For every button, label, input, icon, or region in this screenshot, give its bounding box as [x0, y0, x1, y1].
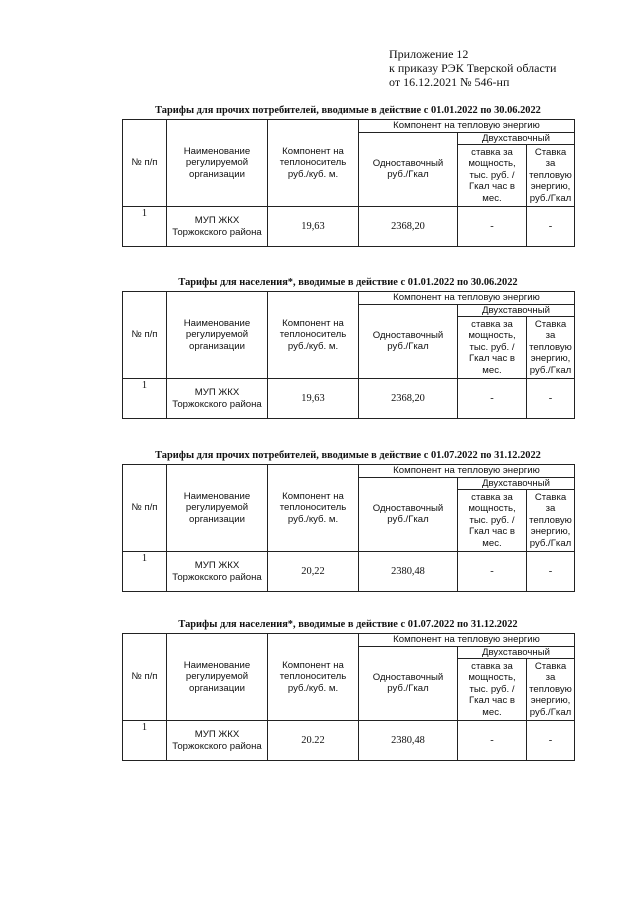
order-reference: к приказу РЭК Тверской области	[389, 61, 557, 75]
col-header-num: № п/п	[123, 120, 167, 207]
col-header-carrier: Компонент на теплоноситель руб./куб. м.	[268, 120, 359, 207]
row-power-rate-value: -	[458, 552, 527, 592]
col-header-one-rate: Одноставочный руб./Гкал	[359, 304, 458, 379]
tariff-section-3	[122, 449, 574, 592]
row-one-rate-value: 2368,20	[359, 207, 458, 247]
row-energy-rate-value: -	[527, 721, 575, 761]
appendix-label: Приложение 12	[389, 47, 469, 61]
col-header-thermal-group: Компонент на тепловую энергию	[359, 634, 575, 647]
row-power-rate-value: -	[458, 379, 527, 419]
col-header-num: № п/п	[123, 292, 167, 379]
col-header-thermal-group: Компонент на тепловую энергию	[359, 292, 575, 305]
tariff-table-4	[122, 633, 575, 761]
col-header-num: № п/п	[123, 634, 167, 721]
col-header-one-rate: Одноставочный руб./Гкал	[359, 646, 458, 721]
row-num: 1	[123, 552, 167, 592]
tariff-table-3	[122, 464, 575, 592]
col-header-power-rate: ставка за мощность, тыс. руб. /Гкал час в мес.	[458, 317, 527, 379]
row-num: 1	[123, 721, 167, 761]
col-header-num: № п/п	[123, 465, 167, 552]
table-row	[123, 379, 575, 419]
table-row	[123, 552, 575, 592]
col-header-org: Наименование регулируемой организации	[167, 120, 268, 207]
row-energy-rate-value: -	[527, 379, 575, 419]
col-header-one-rate: Одноставочный руб./Гкал	[359, 477, 458, 552]
tariff-table-2	[122, 291, 575, 419]
row-one-rate-value: 2380,48	[359, 552, 458, 592]
col-header-carrier: Компонент на теплоноситель руб./куб. м.	[268, 292, 359, 379]
col-header-org: Наименование регулируемой организации	[167, 292, 268, 379]
tariff-title-2: Тарифы для населения*, вводимые в действие с 01.01.2022 по 30.06.2022	[178, 277, 518, 288]
col-header-power-rate: ставка за мощность, тыс. руб. /Гкал час в мес.	[458, 145, 527, 207]
col-header-two-rate-group: Двухставочный	[458, 132, 575, 145]
row-one-rate-value: 2380,48	[359, 721, 458, 761]
col-header-two-rate-group: Двухставочный	[458, 477, 575, 490]
col-header-energy-rate: Ставка за тепловую энергию, руб./Гкал	[527, 317, 575, 379]
row-org-name: МУП ЖКХ Торжокского района	[167, 207, 268, 247]
tariff-title-3: Тарифы для прочих потребителей, вводимые в действие с 01.07.2022 по 31.12.2022	[155, 450, 541, 461]
row-power-rate-value: -	[458, 207, 527, 247]
row-energy-rate-value: -	[527, 207, 575, 247]
tariff-table-1	[122, 119, 575, 247]
table-row	[123, 721, 575, 761]
col-header-energy-rate: Ставка за тепловую энергию, руб./Гкал	[527, 659, 575, 721]
tariff-section-4	[122, 618, 574, 761]
row-carrier-value: 20,22	[268, 552, 359, 592]
row-org-name: МУП ЖКХ Торжокского района	[167, 552, 268, 592]
row-org-name: МУП ЖКХ Торжокского района	[167, 379, 268, 419]
row-carrier-value: 19,63	[268, 379, 359, 419]
col-header-thermal-group: Компонент на тепловую энергию	[359, 120, 575, 133]
col-header-org: Наименование регулируемой организации	[167, 465, 268, 552]
col-header-two-rate-group: Двухставочный	[458, 646, 575, 659]
col-header-power-rate: ставка за мощность, тыс. руб. /Гкал час в мес.	[458, 659, 527, 721]
row-num: 1	[123, 207, 167, 247]
col-header-power-rate: ставка за мощность, тыс. руб. /Гкал час в мес.	[458, 490, 527, 552]
col-header-energy-rate: Ставка за тепловую энергию, руб./Гкал	[527, 145, 575, 207]
row-num: 1	[123, 379, 167, 419]
tariff-title-4: Тарифы для населения*, вводимые в действие с 01.07.2022 по 31.12.2022	[178, 619, 518, 630]
tariff-title-1: Тарифы для прочих потребителей, вводимые в действие с 01.01.2022 по 30.06.2022	[155, 105, 541, 116]
row-power-rate-value: -	[458, 721, 527, 761]
row-org-name: МУП ЖКХ Торжокского района	[167, 721, 268, 761]
col-header-thermal-group: Компонент на тепловую энергию	[359, 465, 575, 478]
col-header-two-rate-group: Двухставочный	[458, 304, 575, 317]
row-carrier-value: 20.22	[268, 721, 359, 761]
col-header-org: Наименование регулируемой организации	[167, 634, 268, 721]
row-energy-rate-value: -	[527, 552, 575, 592]
order-date-number: от 16.12.2021 № 546-нп	[389, 75, 510, 89]
table-row	[123, 207, 575, 247]
col-header-energy-rate: Ставка за тепловую энергию, руб./Гкал	[527, 490, 575, 552]
tariff-section-1	[122, 104, 574, 247]
col-header-carrier: Компонент на теплоноситель руб./куб. м.	[268, 634, 359, 721]
row-carrier-value: 19,63	[268, 207, 359, 247]
col-header-one-rate: Одноставочный руб./Гкал	[359, 132, 458, 207]
col-header-carrier: Компонент на теплоноситель руб./куб. м.	[268, 465, 359, 552]
row-one-rate-value: 2368,20	[359, 379, 458, 419]
tariff-section-2	[122, 276, 574, 419]
document-header	[389, 47, 556, 89]
